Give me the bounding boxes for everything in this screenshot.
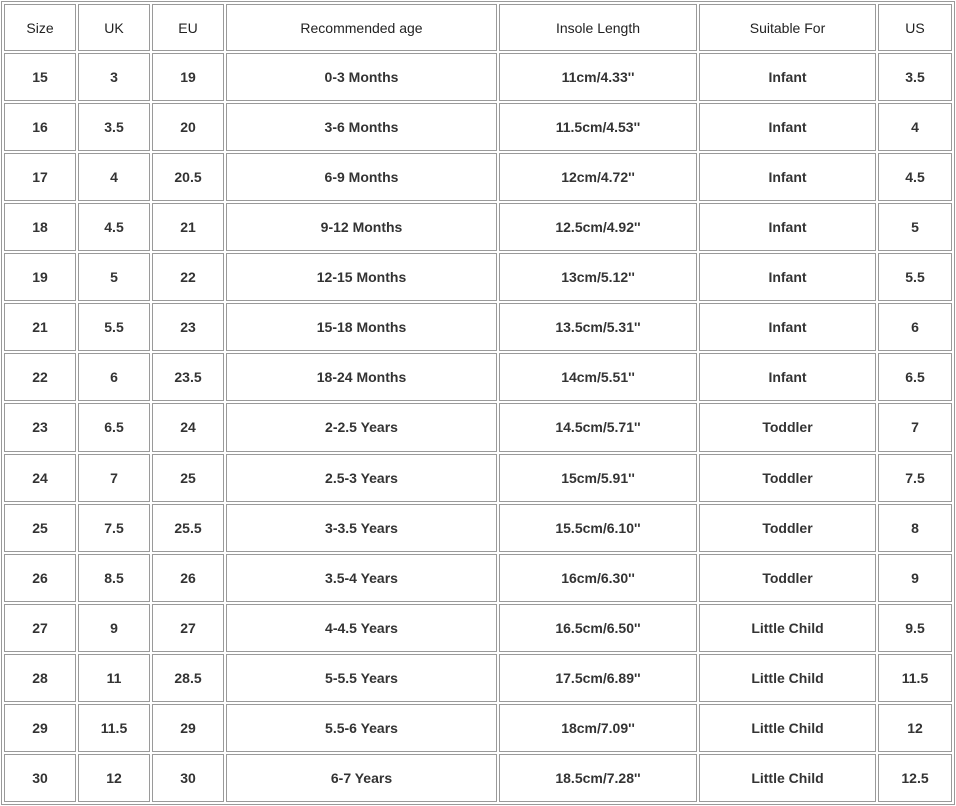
cell-us: 3.5 (878, 53, 952, 101)
cell-size: 18 (4, 203, 76, 251)
cell-eu: 19 (152, 53, 224, 101)
cell-suitable-for: Toddler (699, 403, 876, 451)
cell-size: 16 (4, 103, 76, 151)
cell-uk: 4 (78, 153, 150, 201)
cell-us: 12 (878, 704, 952, 752)
cell-suitable-for: Little Child (699, 754, 876, 802)
cell-eu: 25 (152, 454, 224, 502)
cell-uk: 11 (78, 654, 150, 702)
cell-size: 24 (4, 454, 76, 502)
cell-suitable-for: Infant (699, 303, 876, 351)
cell-recommended-age: 4-4.5 Years (226, 604, 497, 652)
cell-recommended-age: 15-18 Months (226, 303, 497, 351)
cell-size: 29 (4, 704, 76, 752)
cell-us: 6 (878, 303, 952, 351)
cell-eu: 21 (152, 203, 224, 251)
cell-suitable-for: Infant (699, 53, 876, 101)
size-chart-table (1, 1, 955, 805)
cell-insole-length: 12.5cm/4.92'' (499, 203, 697, 251)
cell-us: 7.5 (878, 454, 952, 502)
cell-suitable-for: Toddler (699, 454, 876, 502)
cell-insole-length: 11.5cm/4.53'' (499, 103, 697, 151)
cell-suitable-for: Infant (699, 353, 876, 401)
table-row (4, 504, 952, 552)
cell-uk: 9 (78, 604, 150, 652)
cell-size: 19 (4, 253, 76, 301)
cell-eu: 24 (152, 403, 224, 451)
cell-insole-length: 14cm/5.51'' (499, 353, 697, 401)
cell-insole-length: 14.5cm/5.71'' (499, 403, 697, 451)
cell-suitable-for: Infant (699, 103, 876, 151)
table-row (4, 103, 952, 151)
cell-recommended-age: 3.5-4 Years (226, 554, 497, 602)
header-eu: EU (152, 4, 224, 51)
cell-insole-length: 17.5cm/6.89'' (499, 654, 697, 702)
cell-size: 25 (4, 504, 76, 552)
cell-us: 12.5 (878, 754, 952, 802)
table-row (4, 754, 952, 802)
cell-us: 5 (878, 203, 952, 251)
table-body (4, 53, 952, 802)
cell-eu: 25.5 (152, 504, 224, 552)
cell-size: 30 (4, 754, 76, 802)
table-row (4, 604, 952, 652)
table-row (4, 353, 952, 401)
header-us: US (878, 4, 952, 51)
cell-us: 11.5 (878, 654, 952, 702)
cell-eu: 23.5 (152, 353, 224, 401)
cell-eu: 26 (152, 554, 224, 602)
cell-uk: 11.5 (78, 704, 150, 752)
cell-recommended-age: 3-6 Months (226, 103, 497, 151)
cell-insole-length: 13cm/5.12'' (499, 253, 697, 301)
cell-us: 8 (878, 504, 952, 552)
cell-suitable-for: Infant (699, 253, 876, 301)
cell-uk: 3.5 (78, 103, 150, 151)
size-chart-container (1, 1, 955, 805)
cell-suitable-for: Little Child (699, 704, 876, 752)
cell-eu: 30 (152, 754, 224, 802)
table-row (4, 403, 952, 451)
cell-us: 5.5 (878, 253, 952, 301)
cell-uk: 3 (78, 53, 150, 101)
cell-eu: 23 (152, 303, 224, 351)
cell-size: 15 (4, 53, 76, 101)
table-row (4, 654, 952, 702)
cell-insole-length: 15.5cm/6.10'' (499, 504, 697, 552)
table-row (4, 554, 952, 602)
cell-us: 9 (878, 554, 952, 602)
cell-eu: 20.5 (152, 153, 224, 201)
cell-insole-length: 18cm/7.09'' (499, 704, 697, 752)
table-row (4, 454, 952, 502)
cell-uk: 12 (78, 754, 150, 802)
cell-insole-length: 16cm/6.30'' (499, 554, 697, 602)
cell-insole-length: 15cm/5.91'' (499, 454, 697, 502)
cell-recommended-age: 3-3.5 Years (226, 504, 497, 552)
cell-eu: 28.5 (152, 654, 224, 702)
cell-insole-length: 13.5cm/5.31'' (499, 303, 697, 351)
cell-insole-length: 11cm/4.33'' (499, 53, 697, 101)
cell-suitable-for: Toddler (699, 554, 876, 602)
table-row (4, 53, 952, 101)
header-recommended-age: Recommended age (226, 4, 497, 51)
cell-us: 6.5 (878, 353, 952, 401)
cell-suitable-for: Infant (699, 153, 876, 201)
cell-us: 9.5 (878, 604, 952, 652)
cell-insole-length: 18.5cm/7.28'' (499, 754, 697, 802)
cell-size: 27 (4, 604, 76, 652)
cell-eu: 22 (152, 253, 224, 301)
cell-recommended-age: 18-24 Months (226, 353, 497, 401)
cell-uk: 4.5 (78, 203, 150, 251)
cell-suitable-for: Little Child (699, 604, 876, 652)
cell-us: 7 (878, 403, 952, 451)
cell-eu: 27 (152, 604, 224, 652)
cell-recommended-age: 6-7 Years (226, 754, 497, 802)
cell-recommended-age: 2-2.5 Years (226, 403, 497, 451)
header-uk: UK (78, 4, 150, 51)
cell-suitable-for: Little Child (699, 654, 876, 702)
cell-recommended-age: 0-3 Months (226, 53, 497, 101)
cell-uk: 6.5 (78, 403, 150, 451)
cell-eu: 20 (152, 103, 224, 151)
cell-recommended-age: 12-15 Months (226, 253, 497, 301)
table-row (4, 203, 952, 251)
cell-size: 21 (4, 303, 76, 351)
table-row (4, 253, 952, 301)
cell-uk: 7.5 (78, 504, 150, 552)
cell-eu: 29 (152, 704, 224, 752)
cell-insole-length: 16.5cm/6.50'' (499, 604, 697, 652)
cell-recommended-age: 2.5-3 Years (226, 454, 497, 502)
cell-uk: 6 (78, 353, 150, 401)
cell-recommended-age: 6-9 Months (226, 153, 497, 201)
cell-recommended-age: 9-12 Months (226, 203, 497, 251)
cell-us: 4 (878, 103, 952, 151)
header-insole-length: Insole Length (499, 4, 697, 51)
cell-uk: 5.5 (78, 303, 150, 351)
table-row (4, 153, 952, 201)
cell-uk: 7 (78, 454, 150, 502)
cell-suitable-for: Toddler (699, 504, 876, 552)
header-suitable-for: Suitable For (699, 4, 876, 51)
header-size: Size (4, 4, 76, 51)
cell-size: 26 (4, 554, 76, 602)
table-row (4, 303, 952, 351)
cell-us: 4.5 (878, 153, 952, 201)
table-row (4, 704, 952, 752)
cell-recommended-age: 5-5.5 Years (226, 654, 497, 702)
cell-suitable-for: Infant (699, 203, 876, 251)
table-header-row (4, 4, 952, 51)
cell-size: 28 (4, 654, 76, 702)
cell-uk: 8.5 (78, 554, 150, 602)
cell-uk: 5 (78, 253, 150, 301)
cell-size: 22 (4, 353, 76, 401)
cell-recommended-age: 5.5-6 Years (226, 704, 497, 752)
cell-size: 17 (4, 153, 76, 201)
cell-size: 23 (4, 403, 76, 451)
cell-insole-length: 12cm/4.72'' (499, 153, 697, 201)
